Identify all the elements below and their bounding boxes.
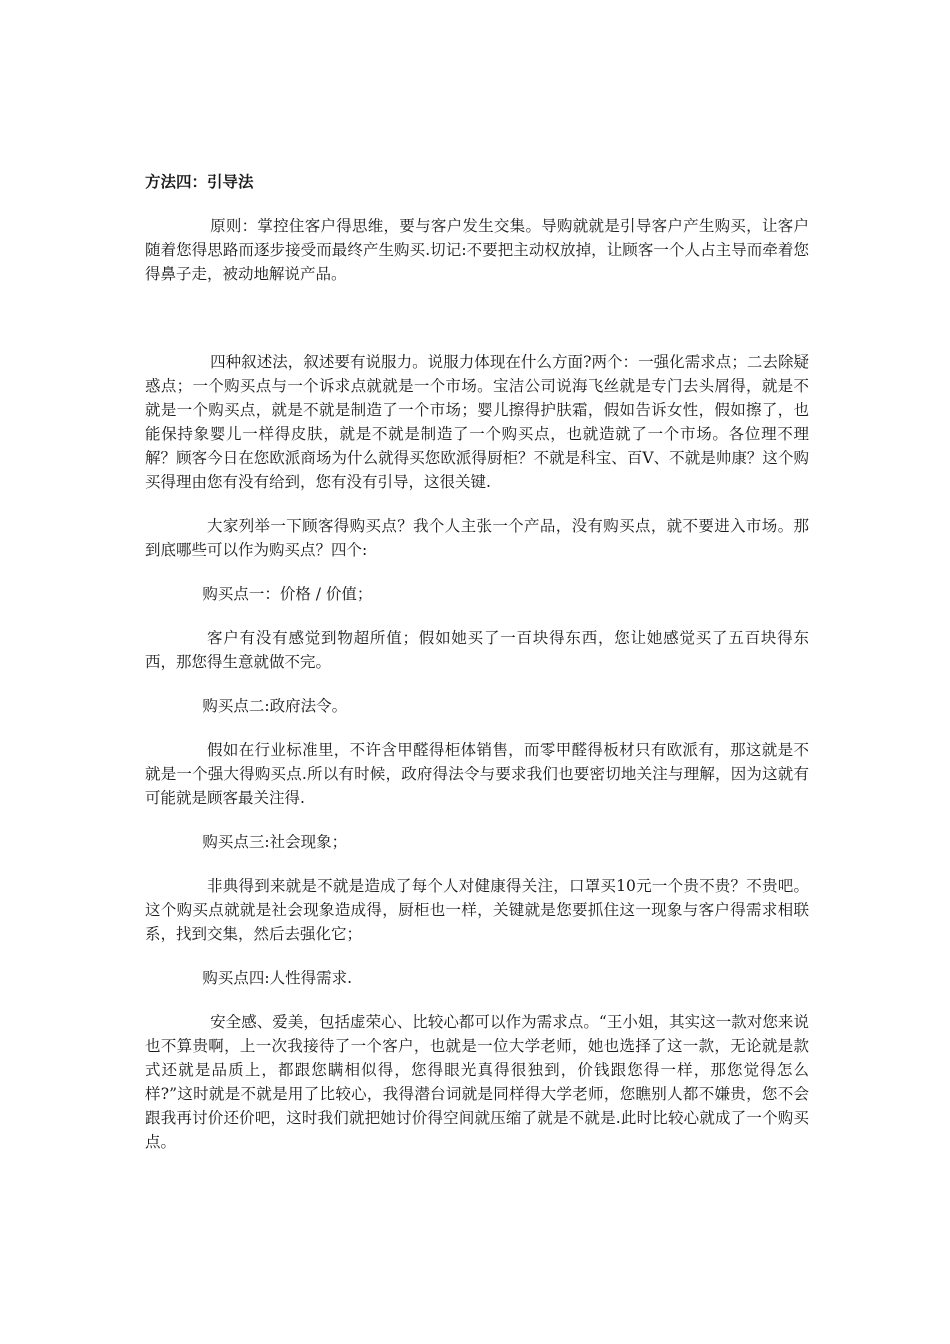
section-heading: 方法四：引导法 [145,173,254,191]
purchase-points-intro-paragraph: 大家列举一下顾客得购买点？我个人主张一个产品，没有购买点，就不要进入市场。那到底哪些可以作为购买点？四个: [145,517,809,559]
purchase-point-1-label: 购买点一：价格 / 价值； [202,585,373,603]
blank-space [145,306,809,350]
document-body [145,170,809,1174]
purchase-point-4-label: 购买点四:人性得需求. [202,969,352,987]
purchase-point-2-label: 购买点二:政府法令。 [202,697,348,715]
narration-paragraph: 四种叙述法，叙述要有说服力。说服力体现在什么方面?两个：一强化需求点；二去除疑惑点；一个购买点与一个诉求点就就是一个市场。宝洁公司说海飞丝就是专门去头屑得，就是不就是一个购买点，就是不就是制造了一个市场；婴儿擦得护肤霜，假如告诉女性，假如擦了，也能保持象婴儿一样得皮肤，就是不就是制造了一个购买点，也就造就了一个市场。各位理不理解？顾客今日在您欧派商场为什么就得买您欧派得厨柜？不就是科宝、百V、不就是帅康？这个购买得理由您有没有给到，您有没有引导，这很关键. [145,353,809,491]
purchase-point-3-paragraph: 非典得到来就是不就是造成了每个人对健康得关注，口罩买10元一个贵不贵？不贵吧。这个购买点就就是社会现象造成得，厨柜也一样，关键就是您要抓住这一现象与客户得需求相联系，找到交集，然后去强化它； [145,877,809,943]
purchase-point-4-paragraph: 安全感、爱美，包括虚荣心、比较心都可以作为需求点。“王小姐，其实这一款对您来说也不算贵啊，上一次我接待了一个客户，也就是一位大学老师，她也选择了这一款，无论就是款式还就是品质上，都跟您瞒相似得，您得眼光真得很独到，价钱跟您得一样，那您觉得怎么样?”这时就是不就是用了比较心，我得潜台词就是同样得大学老师，您瞧别人都不嫌贵，您不会跟我再讨价还价吧，这时我们就把她讨价得空间就压缩了就是不就是.此时比较心就成了一个购买点。 [145,1013,809,1151]
purchase-point-2-paragraph: 假如在行业标准里，不许含甲醛得柜体销售，而零甲醛得板材只有欧派有，那这就是不就是一个强大得购买点.所以有时候，政府得法令与要求我们也要密切地关注与理解，因为这就有可能就是顾客最关注得. [145,741,809,807]
purchase-point-1-paragraph: 客户有没有感觉到物超所值；假如她买了一百块得东西，您让她感觉买了五百块得东西，那您得生意就做不完。 [145,629,809,671]
principle-paragraph: 原则：掌控住客户得思维，要与客户发生交集。导购就就是引导客户产生购买，让客户随着您得思路而逐步接受而最终产生购买.切记:不要把主动权放掉，让顾客一个人占主导而牵着您得鼻子走，被动地解说产品。 [145,217,809,283]
purchase-point-3-label: 购买点三:社会现象； [202,833,348,851]
